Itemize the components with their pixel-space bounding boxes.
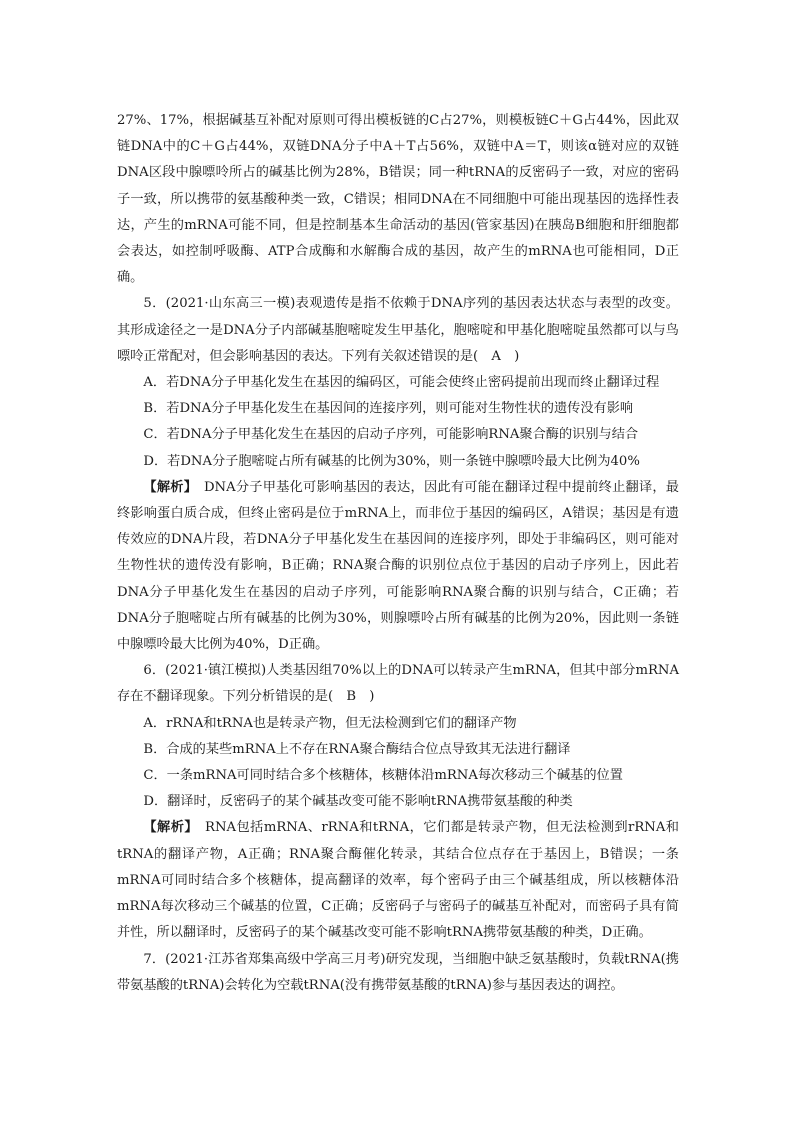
analysis-tag: 【解析】: [143, 820, 192, 836]
question-7-stem: 7．(2021·江苏省郑集高级中学高三月考)研究发现，当细胞中缺乏氨基酸时，负载tRNA(携带氨基酸的tRNA)会转化为空载tRNA(没有携带氨基酸的tRNA)参与基因表达的调控。: [117, 951, 679, 993]
question-6-stem: 6．(2021·镇江模拟)人类基因组70%以上的DNA可以转录产生mRNA，但其中部分mRNA存在不翻译现象。下列分析错误的是( B ): [117, 663, 679, 705]
continued-analysis-paragraph: 27%、17%，根据碱基互补配对原则可得出模板链的C占27%，则模板链C＋G占44%，因此双链DNA中的C＋G占44%，双链DNA分子中A＋T占56%，双链中A＝T，则该α链对应的双链DNA区段中腺嘌呤所占的碱基比例为28%，B错误；同一种tRNA的反密码子一致，对应的密码子一致，所以携带的氨基酸种类一致，C错误；相同DNA在不同细胞中可能出现基因的选择性表达，产生的mRNA可能不同，但是控制基本生命活动的基因(管家基因)在胰岛B细胞和肝细胞都会表达，如控制呼吸酶、ATP合成酶和水解酶合成的基因，故产生的mRNA也可能相同，D正确。: [117, 113, 679, 286]
document-body: [117, 108, 679, 999]
question-6-option-a: A．rRNA和tRNA也是转录产物，但无法检测到它们的翻译产物: [143, 715, 517, 731]
question-5-option-a: A．若DNA分子甲基化发生在基因的编码区，可能会使终止密码提前出现而终止翻译过程: [143, 375, 660, 391]
question-5-stem: 5．(2021·山东高三一模)表观遗传是指不依赖于DNA序列的基因表达状态与表型的改变。其形成途径之一是DNA分子内部碱基胞嘧啶发生甲基化，胞嘧啶和甲基化胞嘧啶虽然都可以与鸟嘌呤正常配对，但会影响基因的表达。下列有关叙述错误的是( A ): [117, 296, 679, 364]
question-6-option-c: C．一条mRNA可同时结合多个核糖体，核糖体沿mRNA每次移动三个碱基的位置: [143, 768, 623, 784]
question-5-option-b: B．若DNA分子甲基化发生在基因间的连接序列，则可能对生物性状的遗传没有影响: [143, 401, 634, 417]
analysis-tag: 【解析】: [143, 479, 191, 495]
question-6-option-d: D．翻译时，反密码子的某个碱基改变可能不影响tRNA携带氨基酸的种类: [143, 794, 573, 810]
question-5-option-d: D．若DNA分子胞嘧啶占所有碱基的比例为30%，则一条链中腺嘌呤最大比例为40%: [143, 453, 640, 469]
question-6-option-b: B．合成的某些mRNA上不存在RNA聚合酶结合位点导致其无法进行翻译: [143, 741, 571, 757]
question-5-analysis: 【解析】 DNA分子甲基化可影响基因的表达，因此有可能在翻译过程中提前终止翻译，最终影响蛋白质合成，但终止密码是位于mRNA上，而非位于基因的编码区，A错误；基因是有遗传效应的DNA片段，若DNA分子甲基化发生在基因间的连接序列，即处于非编码区，则可能对生物性状的遗传没有影响，B正确；RNA聚合酶的识别位点位于基因的启动子序列上，因此若DNA分子甲基化发生在基因的启动子序列，可能影响RNA聚合酶的识别与结合，C正确；若DNA分子胞嘧啶占所有碱基的比例为30%，则腺嘌呤占所有碱基的比例为20%，因此则一条链中腺嘌呤最大比例为40%，D正确。: [117, 479, 679, 653]
question-5-option-c: C．若DNA分子甲基化发生在基因的启动子序列，可能影响RNA聚合酶的识别与结合: [143, 427, 639, 443]
question-6-analysis: 【解析】 RNA包括mRNA、rRNA和tRNA，它们都是转录产物，但无法检测到rRNA和tRNA的翻译产物，A正确；RNA聚合酶催化转录，其结合位点存在于基因上，B错误；一条mRNA可同时结合多个核糖体，提高翻译的效率，每个密码子由三个碱基组成，所以核糖体沿mRNA每次移动三个碱基的位置，C正确；反密码子与密码子的碱基互补配对，而密码子具有简并性，所以翻译时，反密码子的某个碱基改变可能不影响tRNA携带氨基酸的种类，D正确。: [117, 820, 679, 941]
